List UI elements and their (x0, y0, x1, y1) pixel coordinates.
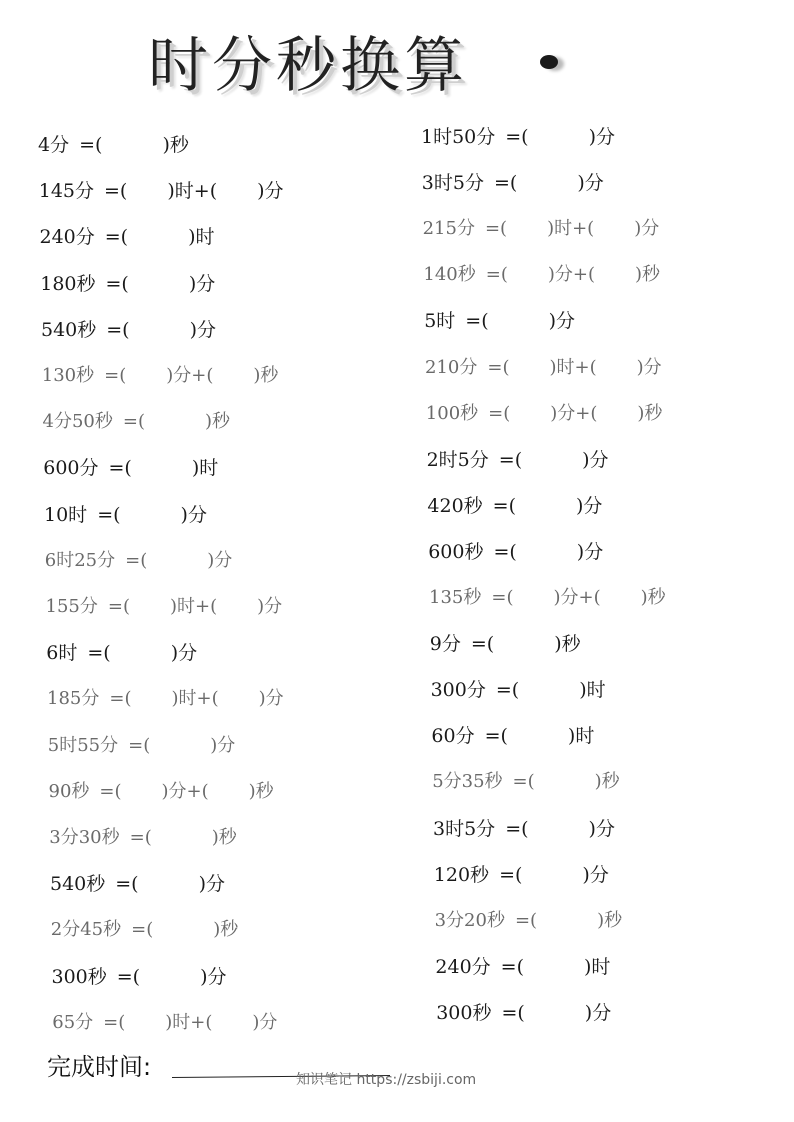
equals-open-paren: =( (512, 771, 535, 793)
unit-label: )分 (577, 172, 604, 195)
unit-label: )秒 (211, 827, 237, 848)
problem-given-value: 100秒 (425, 402, 479, 424)
problem-row (432, 770, 620, 794)
problem-given-value: 6时25分 (44, 549, 116, 571)
equals-open-paren: =( (505, 817, 529, 840)
equals-open-paren: =( (125, 549, 148, 571)
unit-label: )分 (636, 356, 662, 378)
problem-given-value: 300秒 (51, 965, 107, 988)
problem-given-value: 10时 (44, 503, 88, 526)
problem-row (422, 171, 604, 195)
equals-open-paren: =( (492, 494, 516, 517)
problem-given-value: 65分 (52, 1011, 94, 1033)
problem-row (39, 179, 284, 203)
problem-given-value: 240分 (435, 955, 491, 978)
problem-row (40, 272, 215, 296)
equals-open-paren: =( (97, 503, 121, 526)
unit-label: )分 (257, 596, 283, 617)
problem-row (46, 595, 283, 619)
problem-given-value: 155分 (45, 596, 98, 617)
problem-row (42, 364, 279, 388)
unit-label: )分 (189, 318, 217, 341)
problem-given-value: 3时5分 (433, 817, 496, 840)
problem-given-value: 2时5分 (426, 448, 489, 471)
unit-label: )分 (252, 1011, 278, 1033)
problem-row (43, 456, 218, 480)
equals-open-paren: =( (493, 172, 518, 195)
problem-given-value: 90秒 (48, 780, 90, 802)
equals-open-paren: =( (484, 218, 508, 240)
problem-given-value: 3分20秒 (434, 909, 505, 931)
problem-given-value: 6时 (46, 642, 78, 665)
unit-label: )秒 (253, 365, 279, 386)
problem-row (47, 687, 284, 711)
equals-open-paren: =( (493, 540, 517, 563)
unit-label: )分 (180, 503, 207, 526)
equals-open-paren: =( (505, 126, 529, 148)
equals-open-paren: =( (116, 965, 141, 988)
equals-open-paren: =( (491, 587, 514, 608)
unit-label: )分 (200, 965, 227, 988)
problem-given-value: 420秒 (427, 494, 483, 517)
unit-label: )分 (188, 272, 216, 295)
unit-label: )分 (576, 540, 604, 563)
unit-label: )分 (582, 448, 609, 471)
problem-row (435, 909, 623, 933)
problem-row (423, 217, 660, 241)
problem-row (425, 356, 662, 380)
equals-open-paren: =( (465, 310, 489, 333)
unit-label: )分 (576, 494, 603, 517)
page-title: 时分秒换算 (148, 31, 468, 101)
problem-row (44, 503, 207, 527)
problem-row (435, 955, 610, 979)
problem-row (40, 225, 215, 249)
problem-given-value: 135秒 (429, 587, 482, 608)
unit-label: )分 (198, 873, 226, 896)
equals-open-paren: =( (484, 725, 508, 748)
unit-label: )分 (207, 549, 233, 571)
unit-label: )秒 (213, 919, 239, 941)
problem-row (423, 263, 660, 287)
problem-given-value: 120秒 (433, 863, 490, 886)
watermark: 知识笔记 https://zsbiji.com (296, 1072, 477, 1088)
equals-open-paren: =( (104, 180, 128, 203)
equals-open-paren: =( (108, 457, 132, 480)
unit-label: )时 (579, 679, 606, 702)
problem-row (433, 817, 615, 841)
problem-given-value: 130秒 (41, 365, 95, 386)
problem-given-value: 4分50秒 (42, 411, 113, 433)
problem-given-value: 60分 (431, 725, 475, 748)
unit-label: )分+( (161, 780, 209, 802)
unit-label: )分+( (550, 402, 598, 424)
problem-row (428, 540, 603, 564)
equals-open-paren: =( (107, 596, 130, 617)
unit-label: )时 (567, 725, 595, 748)
unit-label: )分+( (166, 365, 214, 386)
problem-row (426, 402, 663, 426)
unit-label: )秒 (248, 780, 274, 802)
problem-given-value: 300分 (430, 679, 486, 702)
problem-row (51, 918, 239, 942)
equals-open-paren: =( (129, 827, 152, 848)
completion-time-label: 完成时间: (47, 1053, 152, 1081)
equals-open-paren: =( (495, 679, 520, 702)
problem-given-value: 4分 (38, 134, 70, 156)
unit-label: )时+( (165, 1011, 213, 1033)
equals-open-paren: =( (109, 688, 132, 710)
problem-row (424, 309, 575, 333)
problem-given-value: 240分 (39, 226, 95, 249)
problem-given-value: 9分 (429, 633, 461, 656)
unit-label: )分 (258, 688, 284, 710)
equals-open-paren: =( (128, 734, 151, 756)
equals-open-paren: =( (103, 1011, 126, 1033)
problem-row (45, 549, 233, 573)
unit-label: )分+( (547, 264, 595, 286)
unit-label: )分 (257, 180, 284, 203)
unit-label: )分 (584, 1001, 612, 1024)
unit-label: )时 (188, 226, 215, 249)
problem-row (429, 586, 666, 610)
equals-open-paren: =( (498, 448, 523, 471)
problem-given-value: 2分45秒 (50, 919, 122, 941)
problem-given-value: 210分 (425, 356, 478, 378)
unit-label: )秒 (640, 587, 666, 608)
problem-row (49, 780, 274, 804)
equals-open-paren: =( (488, 402, 511, 424)
problem-row (43, 410, 231, 434)
equals-open-paren: =( (105, 272, 129, 295)
problem-row (48, 734, 236, 758)
problem-given-value: 540秒 (50, 873, 106, 896)
unit-label: )分 (170, 642, 198, 665)
problem-given-value: 215分 (422, 218, 475, 240)
unit-label: )秒 (637, 402, 663, 424)
unit-label: )分+( (553, 587, 601, 608)
problem-row (46, 641, 197, 665)
unit-label: )时+( (547, 218, 595, 240)
equals-open-paren: =( (79, 134, 103, 156)
title-decoration-dot (540, 55, 558, 69)
unit-label: )时+( (171, 688, 219, 710)
equals-open-paren: =( (500, 955, 524, 978)
unit-label: )时+( (169, 596, 218, 617)
equals-open-paren: =( (122, 411, 145, 433)
problem-row (52, 965, 227, 989)
problem-given-value: 5时55分 (47, 734, 119, 756)
unit-label: )秒 (597, 909, 623, 931)
problem-given-value: 3分30秒 (49, 827, 120, 848)
equals-open-paren: =( (104, 226, 129, 249)
problem-row (52, 1011, 277, 1035)
problem-row (434, 863, 609, 887)
unit-label: )时 (584, 955, 611, 978)
problem-row (38, 133, 189, 157)
problem-given-value: 600分 (43, 457, 99, 480)
problem-row (430, 632, 581, 656)
problem-given-value: 300秒 (436, 1001, 492, 1024)
problem-row (427, 448, 609, 472)
unit-label: )分 (582, 863, 609, 886)
unit-label: )分 (588, 126, 616, 148)
unit-label: )分 (588, 817, 615, 840)
equals-open-paren: =( (487, 356, 510, 378)
problem-given-value: 5分35秒 (432, 771, 503, 793)
problem-given-value: 145分 (38, 180, 95, 203)
equals-open-paren: =( (87, 642, 111, 665)
equals-open-paren: =( (131, 919, 154, 941)
unit-label: )分 (634, 218, 660, 240)
equals-open-paren: =( (499, 863, 523, 886)
problem-given-value: 185分 (47, 688, 100, 710)
unit-label: )时+( (167, 180, 218, 203)
problem-row (41, 318, 216, 342)
unit-label: )秒 (554, 633, 581, 656)
unit-label: )秒 (594, 771, 620, 793)
problem-given-value: 3时5分 (421, 172, 484, 195)
equals-open-paren: =( (501, 1001, 525, 1024)
problem-given-value: 5时 (424, 310, 456, 333)
unit-label: )时 (191, 457, 219, 480)
unit-label: )秒 (162, 134, 189, 156)
problem-row (49, 826, 237, 850)
problem-row (431, 678, 606, 702)
unit-label: )分 (548, 310, 576, 333)
equals-open-paren: =( (104, 365, 127, 386)
problem-given-value: 600秒 (428, 540, 484, 563)
equals-open-paren: =( (106, 318, 130, 341)
problem-row (431, 724, 594, 748)
problem-row (427, 494, 602, 518)
equals-open-paren: =( (514, 909, 538, 931)
problem-given-value: 1时50分 (421, 126, 496, 148)
equals-open-paren: =( (99, 780, 122, 802)
unit-label: )秒 (635, 264, 661, 286)
equals-open-paren: =( (485, 264, 508, 286)
unit-label: )时+( (549, 356, 597, 378)
unit-label: )秒 (204, 411, 230, 433)
problem-row (50, 872, 225, 896)
equals-open-paren: =( (470, 633, 495, 656)
equals-open-paren: =( (115, 873, 139, 896)
problem-given-value: 140秒 (423, 264, 476, 286)
problem-row (421, 125, 615, 149)
unit-label: )分 (210, 734, 236, 756)
problem-given-value: 180秒 (40, 272, 96, 295)
problem-row (436, 1001, 611, 1025)
problem-given-value: 540秒 (41, 318, 97, 341)
